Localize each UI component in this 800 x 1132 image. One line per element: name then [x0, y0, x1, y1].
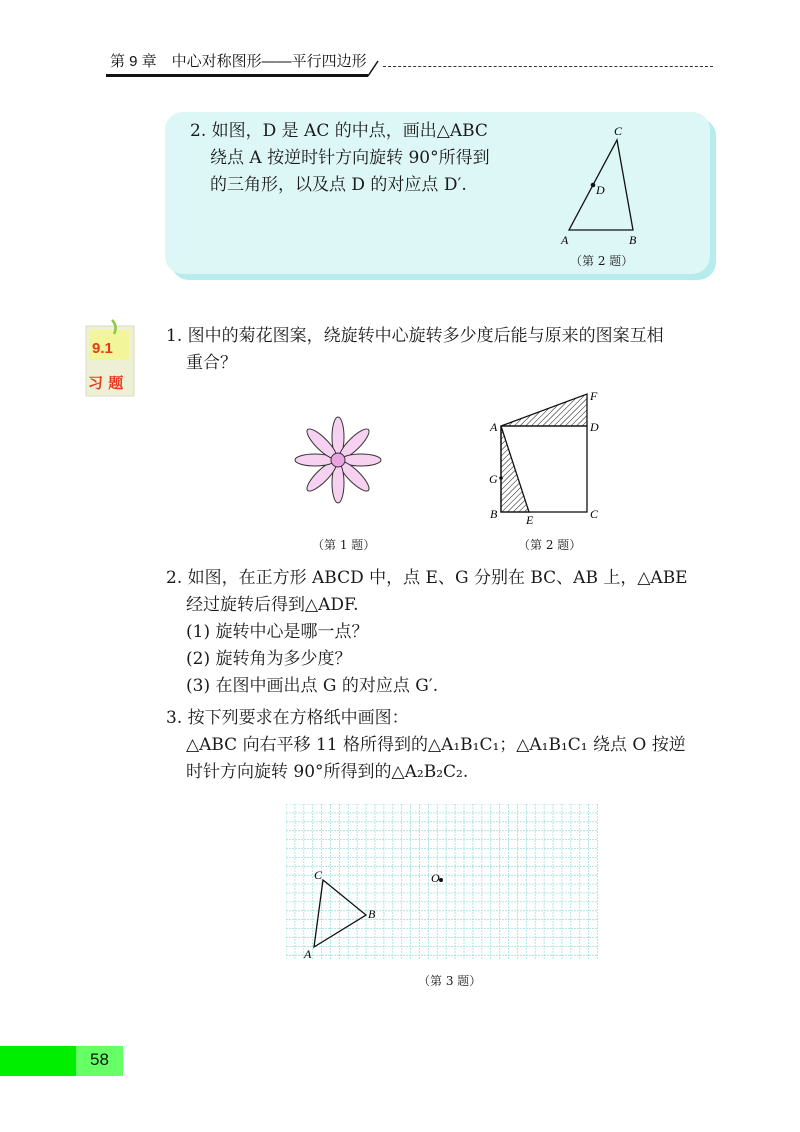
q2-line-1: 2. 如图，在正方形 ABCD 中，点 E、G 分别在 BC、AB 上，△ABE: [166, 568, 688, 588]
q3-line-1: 3. 按下列要求在方格纸中画图：: [166, 708, 409, 728]
label-c: C: [314, 868, 323, 882]
triangle-abc-figure: [555, 118, 665, 248]
label-a: A: [304, 947, 312, 960]
q3-line-3: 时针方向旋转 90°所得到的△A₂B₂C₂.: [186, 762, 469, 782]
q2-sub-3: (3) 在图中画出点 G 的对应点 G′.: [186, 676, 439, 696]
grid-paper-figure: [286, 804, 598, 960]
fig2-caption: （第 2 题）: [518, 538, 582, 552]
label-f: F: [590, 389, 598, 403]
box-exercise-text: [190, 118, 530, 199]
label-e: E: [526, 513, 534, 527]
chapter-title: 第 9 章 中心对称图形——平行四边形: [110, 53, 367, 70]
page-header: [0, 0, 800, 90]
badge-label: 习 题: [88, 374, 124, 392]
box-figure-caption: （第 2 题）: [570, 254, 634, 268]
label-b: B: [629, 233, 637, 247]
label-d: D: [596, 183, 605, 197]
page-number: 58: [90, 1050, 109, 1069]
exercise-3: [166, 705, 726, 786]
section-badge-icon: [82, 318, 138, 400]
box-line-2: 绕点 A 按逆时针方向旋转 90°所得到: [210, 148, 490, 168]
label-b: B: [368, 907, 376, 921]
q2-line-2: 经过旋转后得到△ADF.: [186, 595, 359, 615]
box-line-3: 的三角形，以及点 D 的对应点 D′.: [210, 175, 467, 195]
label-d: D: [590, 420, 599, 434]
q2-sub-2: (2) 旋转角为多少度？: [186, 649, 352, 669]
exercise-2: [166, 565, 726, 700]
label-a: A: [561, 233, 569, 247]
header-rule: [106, 74, 368, 77]
label-o: O: [431, 871, 440, 885]
q1-line-1: 1. 图中的菊花图案，绕旋转中心旋转多少度后能与原来的图案互相: [166, 326, 664, 346]
badge-section-number: 9.1: [92, 340, 113, 357]
box-line-1: 2. 如图，D 是 AC 的中点，画出△ABC: [190, 121, 488, 141]
q1-line-2: 重合？: [186, 353, 237, 373]
fig3-caption: （第 3 题）: [418, 974, 482, 988]
label-c: C: [614, 124, 623, 138]
label-g: G: [489, 472, 498, 486]
label-b: B: [490, 507, 498, 521]
chrysanthemum-flower-figure: [288, 410, 388, 510]
header-slash-decoration: [366, 58, 380, 78]
fig1-caption: （第 1 题）: [312, 538, 376, 552]
label-c: C: [590, 507, 599, 521]
square-abcd-figure: [484, 388, 604, 528]
exercise-1: [166, 323, 726, 377]
q3-line-2: △ABC 向右平移 11 格所得到的△A₁B₁C₁；△A₁B₁C₁ 绕点 O 按逆: [186, 735, 686, 755]
label-a: A: [490, 420, 498, 434]
header-dashed-line: [383, 66, 713, 67]
q2-sub-1: (1) 旋转中心是哪一点？: [186, 622, 369, 642]
